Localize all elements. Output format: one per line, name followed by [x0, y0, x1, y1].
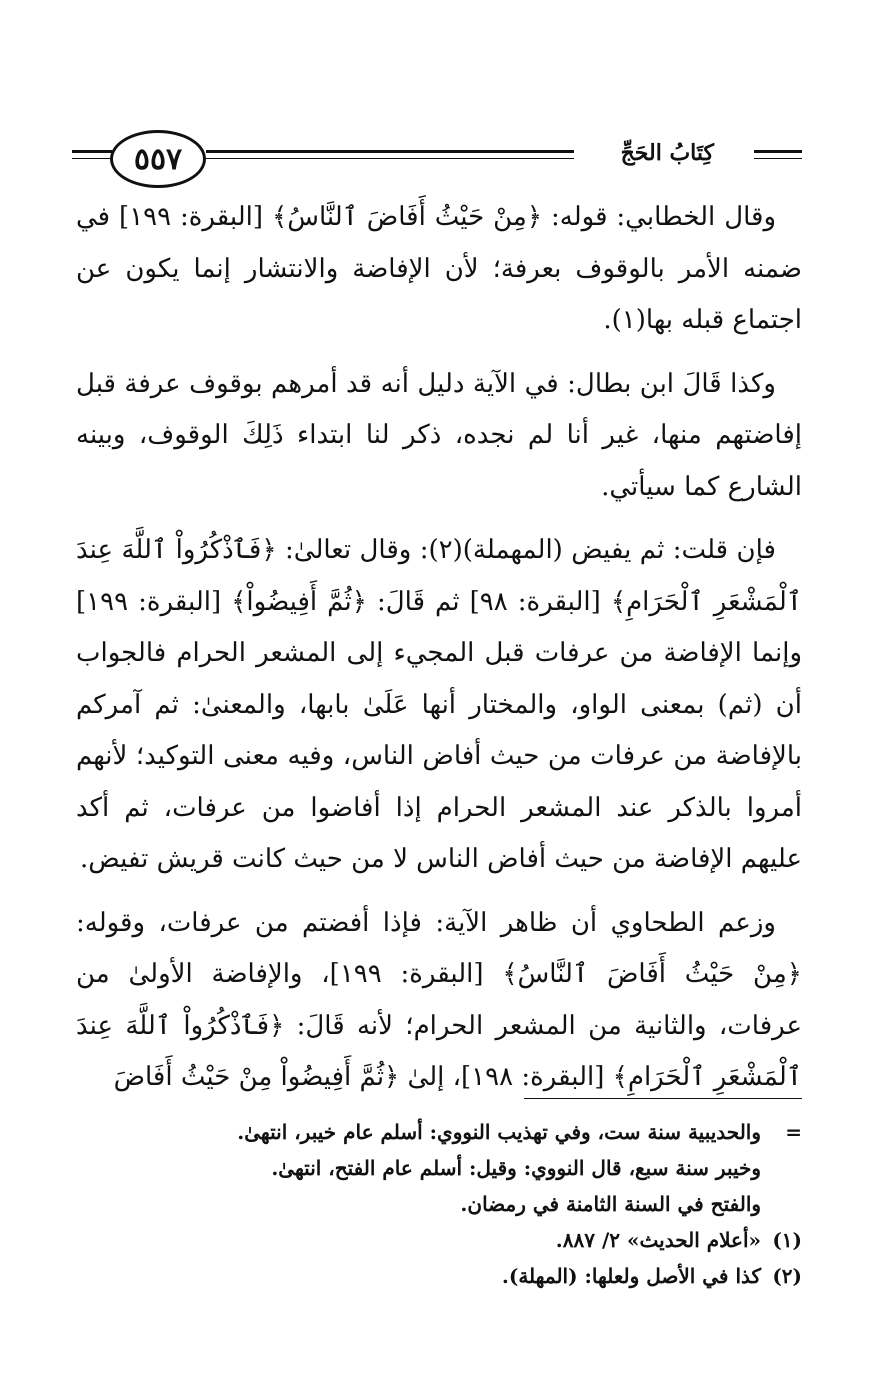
- footnote-continuation-line: [76, 1114, 802, 1150]
- footnote-continuation-line: [76, 1150, 802, 1186]
- footnote-mark: (٢): [772, 1264, 802, 1288]
- header-rule-left-thin: [72, 158, 112, 159]
- footnote-continuation-text: والفتح في السنة الثامنة في رمضان.: [460, 1192, 762, 1216]
- footnote-continuation-text: والحديبية سنة ست، وفي تهذيب النووي: أسلم عام خيبر، انتهىٰ.: [237, 1120, 762, 1144]
- header-rule-left: [72, 150, 112, 153]
- header-rule-right: [754, 150, 802, 153]
- header-rule-middle-thin: [206, 158, 574, 159]
- footnote-text: كذا في الأصل ولعلها: (المهلة).: [501, 1264, 762, 1288]
- page-header: [72, 128, 802, 188]
- footnote-continuation-line: [76, 1186, 802, 1222]
- running-title: كِتَابُ الحَجِّ: [620, 140, 714, 166]
- footnote-separator: [524, 1098, 802, 1099]
- paragraph: فإن قلت: ثم يفيض (المهملة)(٢): وقال تعالىٰ: ﴿فَٱذْكُرُواْ ٱللَّهَ عِندَ ٱلْمَشْعَرِ ٱلْحَرَامِ﴾ [البقرة: ٩٨] ثم قَالَ: ﴿ثُمَّ أَفِيضُواْ﴾ [البقرة: ١٩٩] وإنما الإفاضة من عرفات قبل المجيء إلى المشعر الحرام فالجواب أن (ثم) بمعنى الواو، والمختار أنها عَلَىٰ بابها، والمعنىٰ: ثم آمركم بالإفاضة من عرفات من حيث أفاض الناس، وفيه معنى التوكيد؛ لأنهم أمروا بالذكر عند المشعر الحرام إذا أفاضوا من عرفات، ثم أكد عليهم الإفاضة من حيث أفاض الناس لا من حيث كانت قريش تفيض.: [76, 535, 802, 874]
- footnote-text: «أعلام الحديث» ٢/ ٨٨٧.: [555, 1228, 762, 1252]
- paragraph: وكذا قَالَ ابن بطال: في الآية دليل أنه قد أمرهم بوقوف عرفة قبل إفاضتهم منها، غير أنا لم نجده، ذكر لنا ابتداء ذَلِكَ الوقوف، وبينه الشارع كما سيأتي.: [76, 368, 802, 502]
- paragraph: وزعم الطحاوي أن ظاهر الآية: فإذا أفضتم من عرفات، وقوله: ﴿مِنْ حَيْثُ أَفَاضَ ٱلنَّاسُ﴾ [البقرة: ١٩٩]، والإفاضة الأولىٰ من عرفات، والثانية من المشعر الحرام؛ لأنه قَالَ: ﴿فَٱذْكُرُواْ ٱللَّهَ عِندَ ٱلْمَشْعَرِ ٱلْحَرَامِ﴾ [البقرة: ١٩٨]، إلىٰ ﴿ثُمَّ أَفِيضُواْ مِنْ حَيْثُ أَفَاضَ: [76, 907, 802, 1092]
- header-rule-middle: [206, 150, 574, 153]
- footnote-1: [76, 1222, 802, 1258]
- footnote-continuation-mark: =: [785, 1120, 802, 1144]
- footnote-2: [76, 1258, 802, 1294]
- header-rule-right-thin: [754, 158, 802, 159]
- footnote-mark: (١): [772, 1228, 802, 1252]
- footnote-continuation-text: وخيبر سنة سبع، قال النووي: وقيل: أسلم عام الفتح، انتهىٰ.: [271, 1156, 762, 1180]
- main-text: [76, 192, 802, 1116]
- footnotes: [76, 1114, 802, 1294]
- paragraph: وقال الخطابي: قوله: ﴿مِنْ حَيْثُ أَفَاضَ ٱلنَّاسُ﴾ [البقرة: ١٩٩] في ضمنه الأمر بالوقوف بعرفة؛ لأن الإفاضة والانتشار إنما يكون عن اجتماع قبله بها(١).: [76, 202, 802, 335]
- page-number: ٥٥٧: [110, 130, 206, 188]
